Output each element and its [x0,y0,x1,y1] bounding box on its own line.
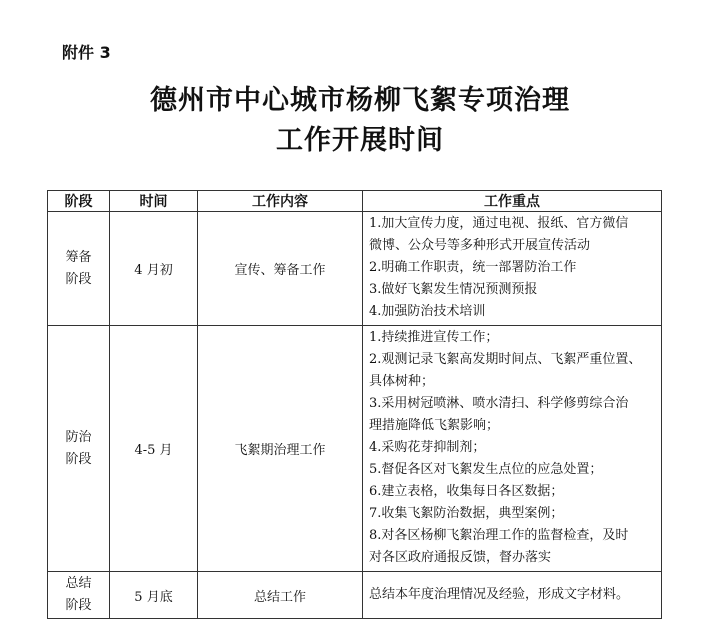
column-header-time: 时间 [110,191,198,212]
stage-text: 阶段 [65,451,92,467]
focus-line: 4.采购花芽抑制剂； [369,440,486,455]
focus-line: 2.观测记录飞絮高发期时间点、飞絮严重位置、 [369,352,642,367]
focus-cell [363,572,662,619]
focus-line: 8.对各区杨柳飞絮治理工作的监督检查，及时 [369,528,629,543]
table-row [48,212,662,326]
content-cell: 飞絮期治理工作 [198,326,363,572]
focus-line: 3.做好飞絮发生情况预测预报 [369,282,538,297]
focus-line: 微博、公众号等多种形式开展宣传活动 [369,238,591,253]
focus-line: 具体树种； [369,374,435,389]
focus-line: 4.加强防治技术培训 [369,304,486,319]
focus-line: 对各区政府通报反馈，督办落实 [369,550,552,565]
focus-line: 总结本年度治理情况及经验，形成文字材料。 [369,586,630,602]
column-header-content: 工作内容 [198,191,363,212]
content-cell: 总结工作 [198,572,363,619]
focus-line: 7.收集飞絮防治数据，典型案例； [369,506,564,521]
schedule-table [47,190,662,619]
table-row [48,572,662,619]
table-row [48,326,662,572]
stage-cell [48,572,110,619]
time-cell: 5 月底 [110,572,198,619]
attachment-label: 附件 3 [62,43,111,62]
stage-cell [48,212,110,326]
column-header-focus: 工作重点 [363,191,662,212]
document-title-line-1: 德州市中心城市杨柳飞絮专项治理 [150,85,570,116]
focus-line: 5.督促各区对飞絮发生点位的应急处置； [369,462,603,477]
stage-text: 阶段 [65,598,92,613]
table-header-row [48,191,662,212]
focus-cell [363,212,662,326]
stage-text: 筹备 [65,249,92,265]
stage-text: 阶段 [65,271,92,287]
time-cell: 4 月初 [110,212,198,326]
time-cell: 4-5 月 [110,326,198,572]
content-cell: 宣传、筹备工作 [198,212,363,326]
focus-line: 1.加大宣传力度，通过电视、报纸、官方微信 [369,216,629,231]
focus-line: 6.建立表格，收集每日各区数据； [369,484,564,499]
focus-line: 1.持续推进宣传工作； [369,330,499,345]
focus-line: 理措施降低飞絮影响； [369,418,500,433]
document-title-line-2: 工作开展时间 [276,125,444,156]
focus-line: 2.明确工作职责，统一部署防治工作 [369,260,577,275]
stage-text: 防治 [65,429,92,445]
stage-cell [48,326,110,572]
focus-cell [363,326,662,572]
stage-text: 总结 [65,576,92,591]
focus-line: 3.采用树冠喷淋、喷水清扫、科学修剪综合治 [369,396,629,411]
column-header-stage: 阶段 [48,191,110,212]
